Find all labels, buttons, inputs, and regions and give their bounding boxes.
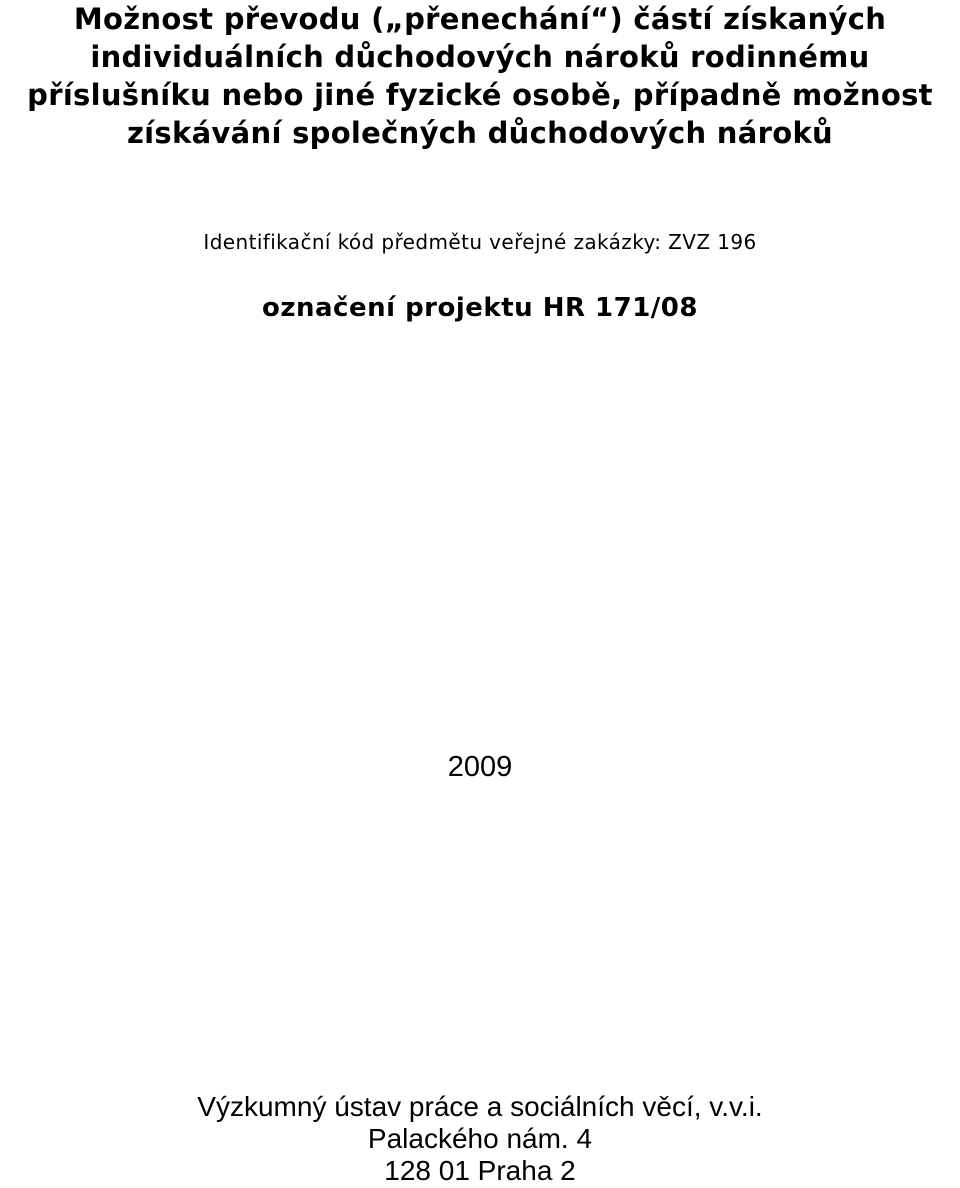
title-line-1: Možnost převodu („přenechání“) částí získaných [73,2,887,36]
title-line-4: získávání společných důchodových nároků [127,116,833,150]
publisher-city: 128 01 Praha 2 [384,1155,576,1186]
publication-year: 2009 [447,751,513,783]
document-title [0,0,960,152]
publisher-address [0,1091,960,1187]
identification-code: Identifikační kód předmětu veřejné zakázky: ZVZ 196 [203,230,757,254]
project-label: označení projektu HR 171/08 [262,293,698,323]
title-line-3: příslušníku nebo jiné fyzické osobě, případně možnost [27,78,933,112]
publisher-street: Palackého nám. 4 [367,1123,593,1154]
publisher-name: Výzkumný ústav práce a sociálních věcí, v.v.i. [197,1091,763,1122]
title-line-2: individuálních důchodových nároků rodinnému [90,40,870,74]
